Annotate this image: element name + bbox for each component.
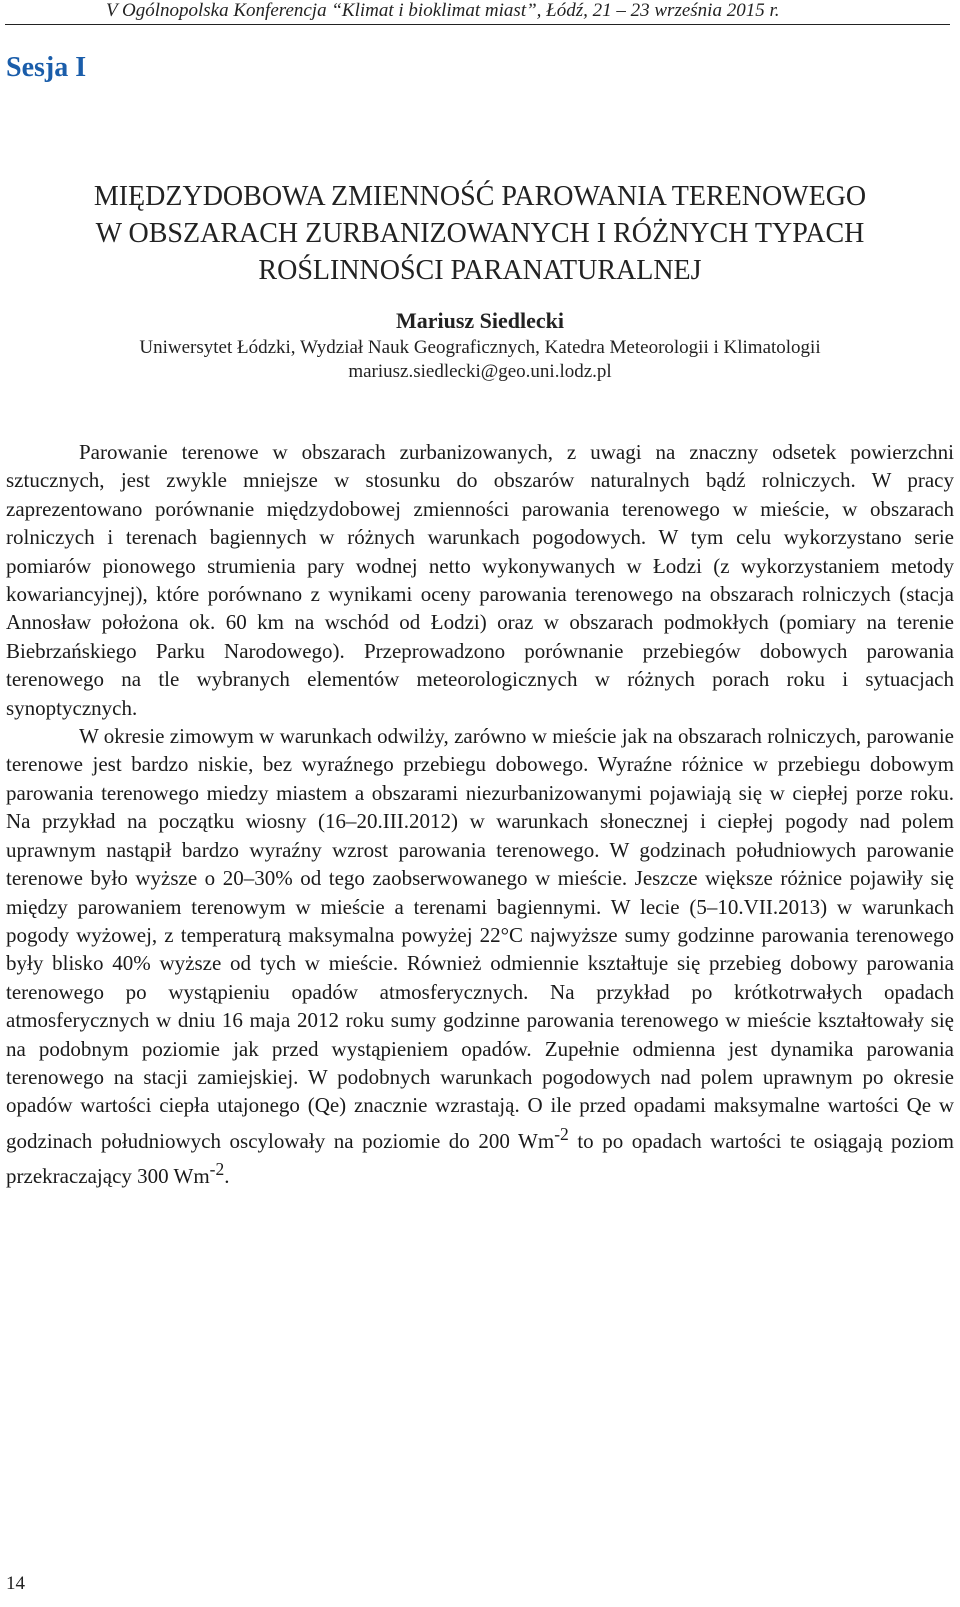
title-line: W OBSZARACH ZURBANIZOWANYCH I RÓŻNYCH TYPACH: [95, 218, 865, 249]
session-label: Sesja I: [6, 52, 87, 83]
author-affiliation: Uniwersytet Łódzki, Wydział Nauk Geograficznych, Katedra Meteorologii i Klimatologii: [139, 337, 821, 358]
paper-title: [0, 178, 960, 289]
paragraph-2-end: .: [224, 1164, 230, 1189]
author-email: mariusz.siedlecki@geo.uni.lodz.pl: [348, 361, 612, 382]
author-name: Mariusz Siedlecki: [395, 308, 565, 333]
paragraph-2: [6, 722, 954, 1191]
paragraph-2-mid: to po opadach wartości te osiągają poziom przekraczający 300 Wm: [6, 1128, 954, 1189]
page-number: 14: [6, 1573, 25, 1594]
superscript: -2: [209, 1159, 225, 1180]
paragraph-1: Parowanie terenowe w obszarach zurbanizowanych, z uwagi na znaczny odsetek powierzchni sztucznych, jest zwykle mniejsze w stosunku do obszarów naturalnych bądź rolniczych. W pracy zaprezentowano porównanie międzydobowej zmienności parowania terenowego w mieście, w obszarach rolniczych i terenach bagiennych w różnych warunkach pogodowych. W tym celu wykorzystano serie pomiarów pionowego strumienia pary wodnej netto wykonywanych w Łodzi (z wykorzystaniem metody kowariancyjnej), które porównano z wynikami oceny parowania terenowego na obszarach rolniczych (stacja Annosław położona ok. 60 km na wschód od Łodzi) oraz w obszarach podmokłych (pomiary na terenie Biebrzańskiego Parku Narodowego). Przeprowadzono porównanie przebiegów dobowych parowania terenowego na tle wybranych elementów meteorologicznych w różnych porach roku i sytuacjach synoptycznych.: [6, 440, 954, 720]
superscript: -2: [554, 1123, 569, 1144]
header-rule: [5, 24, 950, 25]
abstract-body: [6, 438, 954, 1191]
paragraph-2-text: W okresie zimowym w warunkach odwilży, zarówno w mieście jak na obszarach rolniczych, parowanie terenowe jest bardzo niskie, bez wyraźnego przebiegu dobowego. Wyraźne różnice w przebiegu dobowym parowania terenowego miedzy miastem a obszarami niezurbanizowanymi pojawiają się w ciepłej porze roku. Na przykład na początku wiosny (16–20.III.2012) w warunkach słonecznej i ciepłej pogody nad polem uprawnym nastąpił bardzo wyraźny wzrost parowania terenowego. W godzinach południowych parowanie terenowe było wyższe o 20–30% od tego zaobserwowanego w mieście. Jeszcze większe różnice pojawiły się między parowaniem terenowym w mieście a terenami bagiennymi. W lecie (5–10.VII.2013) w warunkach pogody wyżowej, z temperaturą maksymalna powyżej 22°C najwyższe sumy godzinne parowania terenowego były blisko 40% wyższe od tych w mieście. Również odmiennie kształtuje się przebieg dobowy parowania terenowego po wystąpieniu opadów atmosferycznych. Na przykład po krótkotrwałych opadach atmosferycznych w dniu 16 maja 2012 roku sumy godzinne parowania terenowego w mieście kształtowały się na podobnym poziomie jak przed wystąpieniem opadów. Zupełnie odmienna jest dynamika parowania terenowego na stacji zamiejskiej. W podobnych warunkach pogodowych nad polem uprawnym po okresie opadów wartości ciepła utajonego (Qe) znacznie wzrastają. O ile przed opadami maksymalne wartości Qe w godzinach południowych oscylowały na poziomie do 200 Wm: [6, 724, 954, 1153]
title-line: ROŚLINNOŚCI PARANATURALNEJ: [258, 255, 702, 286]
title-line: MIĘDZYDOBOWA ZMIENNOŚĆ PAROWANIA TERENOWEGO: [93, 181, 867, 212]
running-header: V Ogólnopolska Konferencja “Klimat i bioklimat miast”, Łódź, 21 – 23 września 2015 r.: [106, 0, 780, 21]
